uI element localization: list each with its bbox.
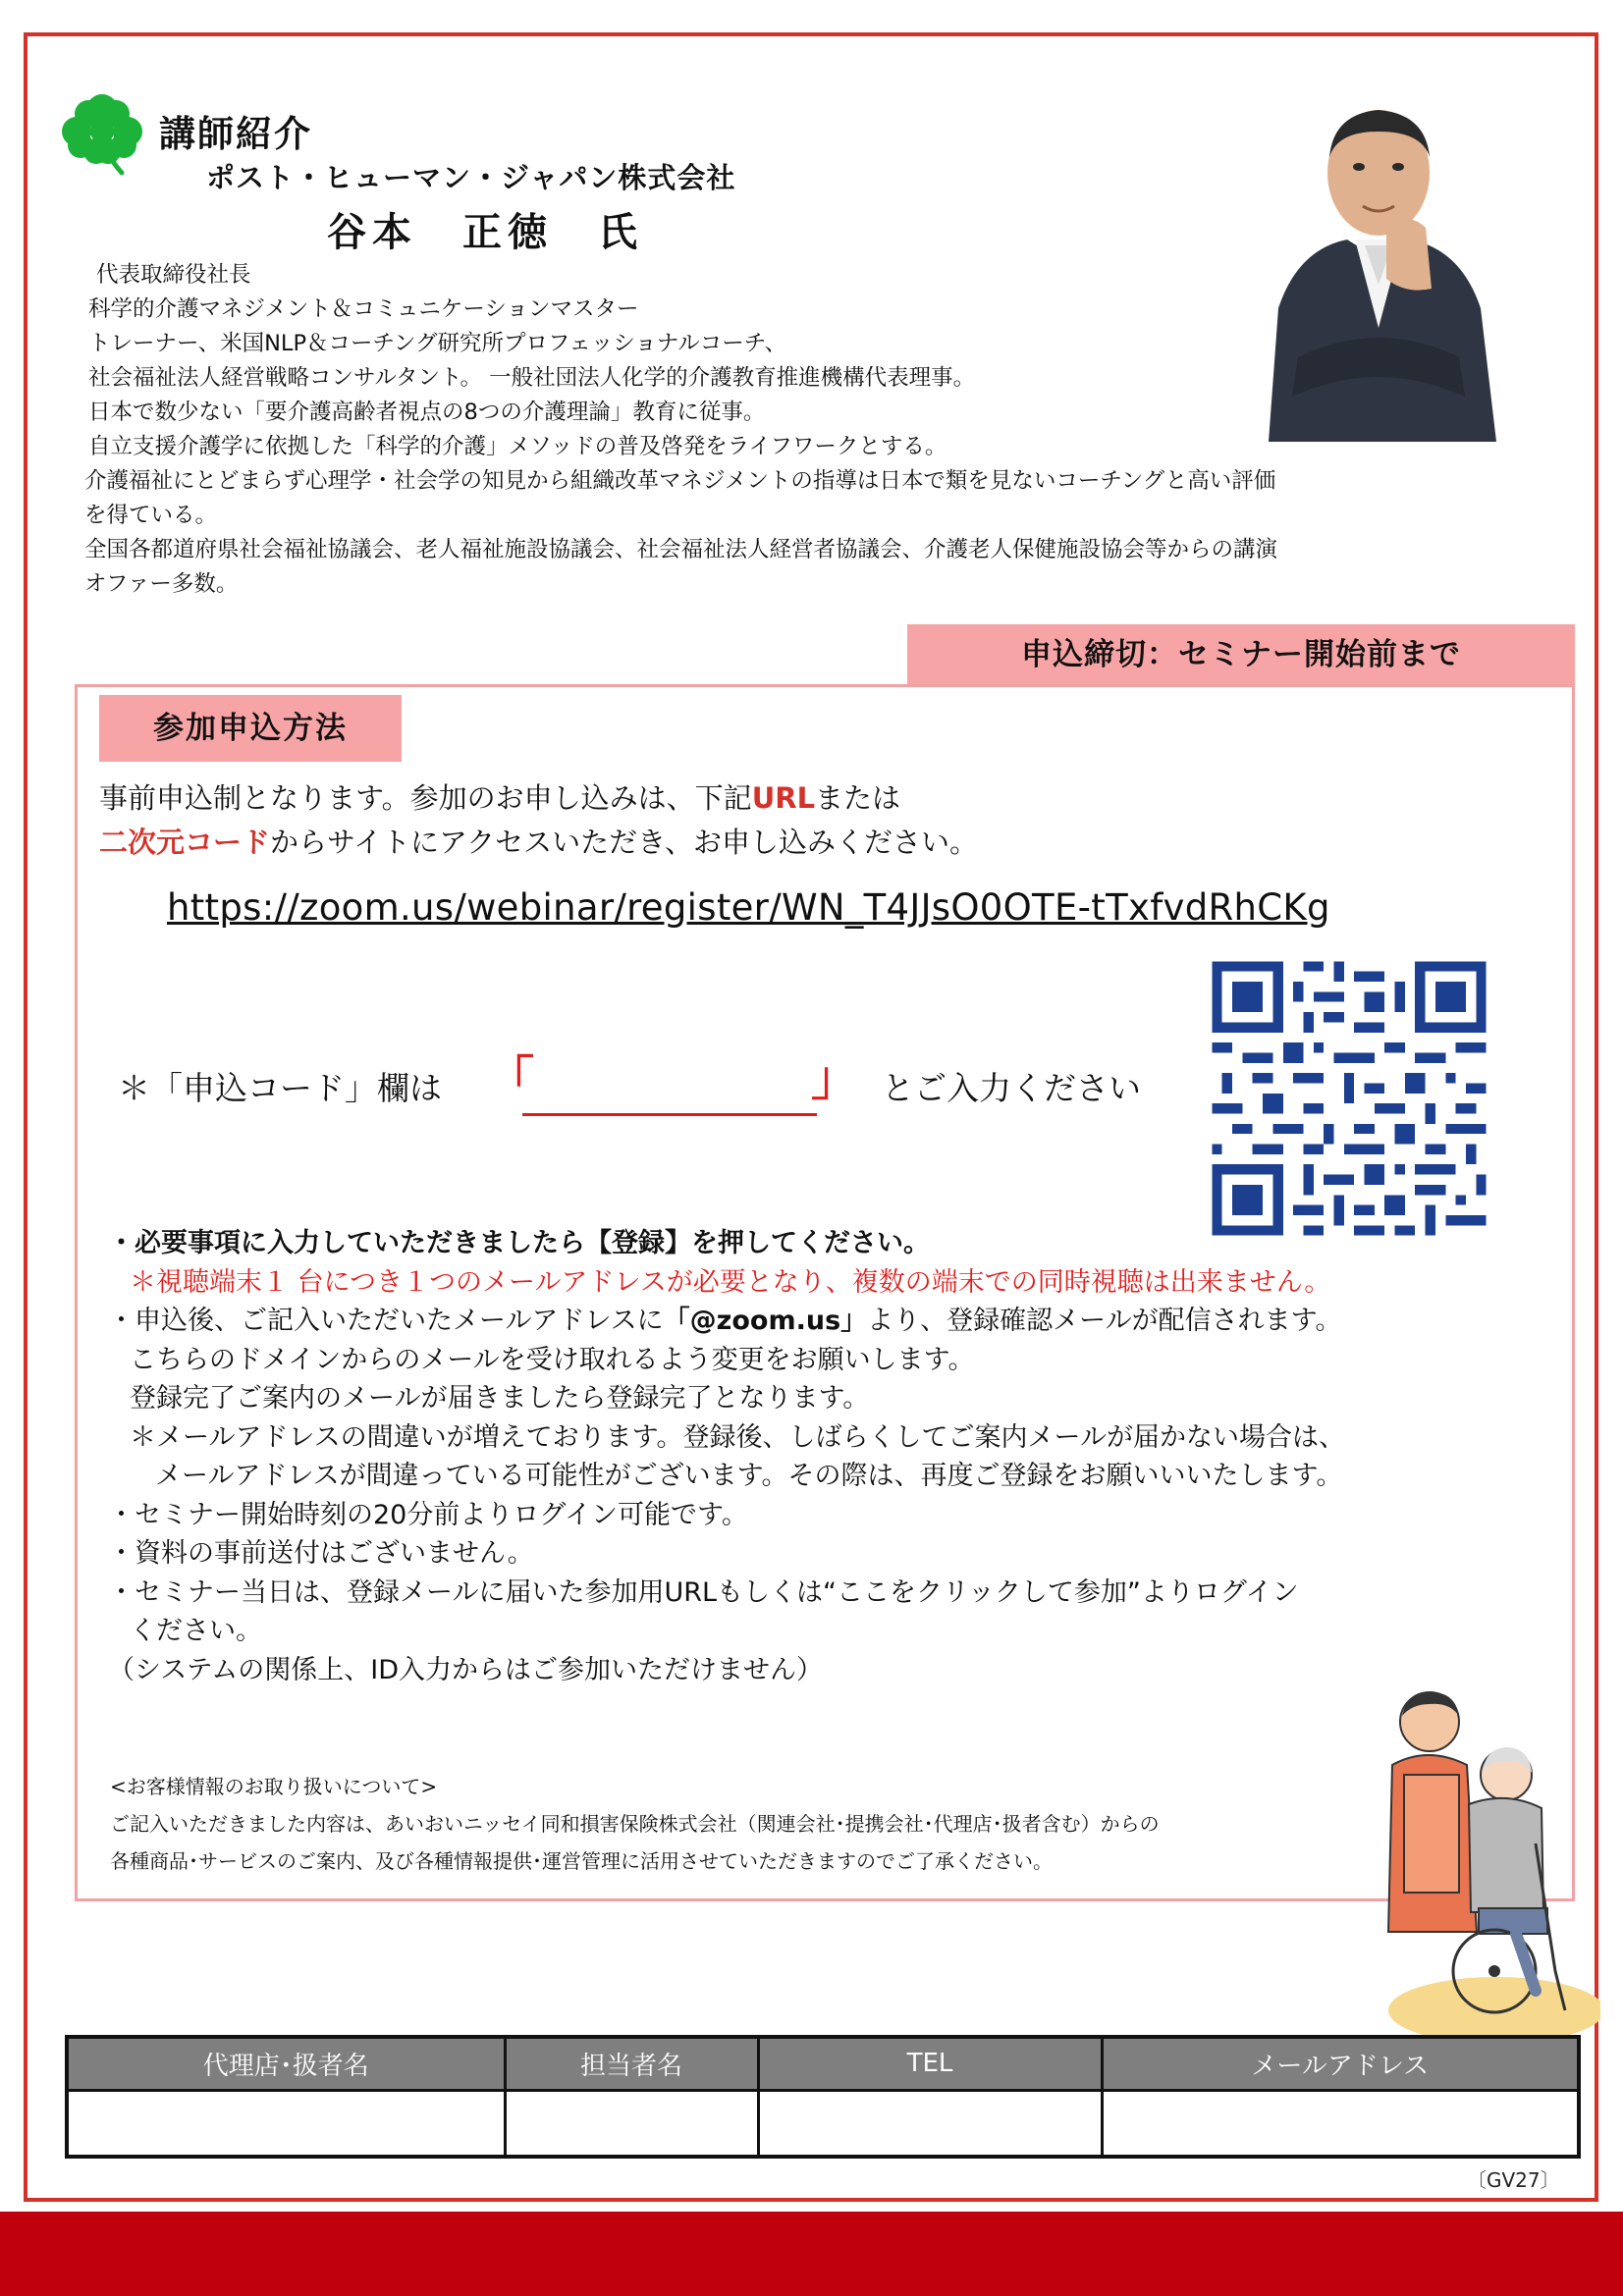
note-text: ・申込後、ご記入いただいたメールアドレスに bbox=[108, 1306, 664, 1336]
note-line: ・資料の事前送付はございません。 bbox=[108, 1538, 534, 1569]
note-text: より、登録確認メールが配信されます。 bbox=[867, 1306, 1342, 1336]
code-open-bracket: 「 bbox=[487, 1051, 535, 1106]
note-line: （システムの関係上、ID入力からはご参加いただけません） bbox=[108, 1654, 824, 1685]
document-code: 〔GV27〕 bbox=[1467, 2168, 1560, 2192]
agency-name-cell[interactable] bbox=[67, 2090, 505, 2157]
application-title: 参加申込方法 bbox=[99, 695, 402, 762]
bio-line: 科学的介護マネジメント＆コミュニケーションマスター bbox=[88, 296, 639, 322]
agency-table bbox=[65, 2035, 1581, 2159]
application-intro bbox=[99, 776, 978, 865]
bio-line: 介護福祉にとどまらず心理学・社会学の知見から組織改革マネジメントの指導は日本で類を見ないコーチングと高い評価 bbox=[84, 468, 1276, 494]
note-line: ください。 bbox=[130, 1616, 262, 1646]
note-line: ・必要事項に入力していただきましたら【登録】を押してください。 bbox=[108, 1228, 930, 1258]
note-line: ・セミナー当日は、登録メールに届いた参加用URLもしくは“ここをクリックして参加”よりログイン bbox=[108, 1576, 1299, 1608]
note-line: 登録完了ご案内のメールが届きましたら登録完了となります。 bbox=[130, 1383, 870, 1414]
privacy-notice bbox=[110, 1768, 1160, 1880]
bio-line: 日本で数少ない「要介護高齢者視点の8つの介護理論」教育に従事。 bbox=[88, 400, 766, 425]
application-notes bbox=[108, 1224, 1502, 1689]
intro-qr-highlight: 二次元コード bbox=[99, 826, 271, 859]
note-line: ＊メールアドレスの間違いが増えております。登録後、しばらくしてご案内メールが届かない場合は、 bbox=[130, 1421, 1345, 1453]
bio-line: 全国各都道府県社会福祉協議会、老人福祉施設協議会、社会福祉法人経営者協議会、介護老人保健施設協会等からの講演 bbox=[84, 537, 1278, 562]
instructor-name: 谷本 正徳 氏 bbox=[327, 210, 643, 255]
bio-line: 社会福祉法人経営戦略コンサルタント。 一般社団法人化学的介護教育推進機構代表理事。 bbox=[88, 365, 976, 391]
agency-header-name: 代理店･扱者名 bbox=[67, 2037, 505, 2090]
privacy-heading: <お客様情報のお取り扱いについて> bbox=[110, 1775, 438, 1798]
intro-text: または bbox=[815, 781, 901, 815]
agency-contact-cell[interactable] bbox=[505, 2090, 758, 2157]
deadline-banner: 申込締切：セミナー開始前まで bbox=[907, 624, 1575, 685]
bio-line: オファー多数。 bbox=[84, 571, 239, 597]
instructor-bio bbox=[84, 258, 1581, 602]
note-line: ・セミナー開始時刻の20分前よりログイン可能です。 bbox=[108, 1499, 748, 1530]
note-line-warning: ＊視聴端末１ 台につき１つのメールアドレスが必要となり、複数の端末での同時視聴は出来ません。 bbox=[130, 1266, 1331, 1298]
note-line: メールアドレスが間違っている可能性がございます。その際は、再度ご登録をお願いいいたします。 bbox=[155, 1461, 1343, 1491]
intro-url-highlight: URL bbox=[751, 781, 816, 815]
bottom-band bbox=[0, 2212, 1623, 2296]
note-domain: 「@zoom.us」 bbox=[663, 1306, 868, 1336]
agency-table-header bbox=[67, 2037, 1579, 2090]
privacy-line: 各種商品･サービスのご案内、及び各種情報提供･運営管理に活用させていただきますのでご了承ください。 bbox=[110, 1849, 1053, 1873]
bio-line: 代表取締役社長 bbox=[96, 262, 251, 288]
qr-code[interactable] bbox=[1202, 950, 1496, 1247]
section-title: 講師紹介 bbox=[159, 113, 312, 155]
agency-table-row bbox=[67, 2090, 1579, 2157]
intro-text: 事前申込制となります。参加のお申し込みは、下記 bbox=[99, 781, 752, 815]
registration-link[interactable]: https://zoom.us/webinar/register/WN_T4JJsO0OTE-tTxfvdRhCKg bbox=[167, 886, 1330, 929]
agency-email-cell[interactable] bbox=[1102, 2090, 1579, 2157]
clover-icon bbox=[53, 88, 151, 177]
code-close-bracket: 」 bbox=[811, 1051, 859, 1106]
bio-line: を得ている。 bbox=[84, 503, 218, 528]
agency-header-tel: TEL bbox=[758, 2037, 1102, 2090]
code-instruction-suffix: とご入力ください bbox=[882, 1069, 1141, 1107]
bio-line: トレーナー、米国NLP＆コーチング研究所プロフェッショナルコーチ、 bbox=[88, 331, 787, 356]
intro-text: からサイトにアクセスいただき、お申し込みください。 bbox=[270, 826, 978, 859]
note-line: こちらのドメインからのメールを受け取れるよう変更をお願いします。 bbox=[130, 1344, 975, 1375]
code-blank-field bbox=[522, 1113, 817, 1116]
note-line bbox=[108, 1302, 1502, 1341]
agency-header-email: メールアドレス bbox=[1102, 2037, 1579, 2090]
privacy-line: ご記入いただきました内容は、あいおいニッセイ同和損害保険株式会社（関連会社･提携会社･代理店･扱者含む）からの bbox=[110, 1812, 1160, 1836]
company-name: ポスト・ヒューマン・ジャパン株式会社 bbox=[206, 161, 736, 194]
bio-line: 自立支援介護学に依拠した「科学的介護」メソッドの普及啓発をライフワークとする。 bbox=[88, 434, 947, 459]
agency-tel-cell[interactable] bbox=[758, 2090, 1102, 2157]
agency-header-contact: 担当者名 bbox=[505, 2037, 758, 2090]
code-instruction-prefix: ＊「申込コード」欄は bbox=[118, 1069, 442, 1107]
caregiver-illustration bbox=[1369, 1677, 1600, 2042]
